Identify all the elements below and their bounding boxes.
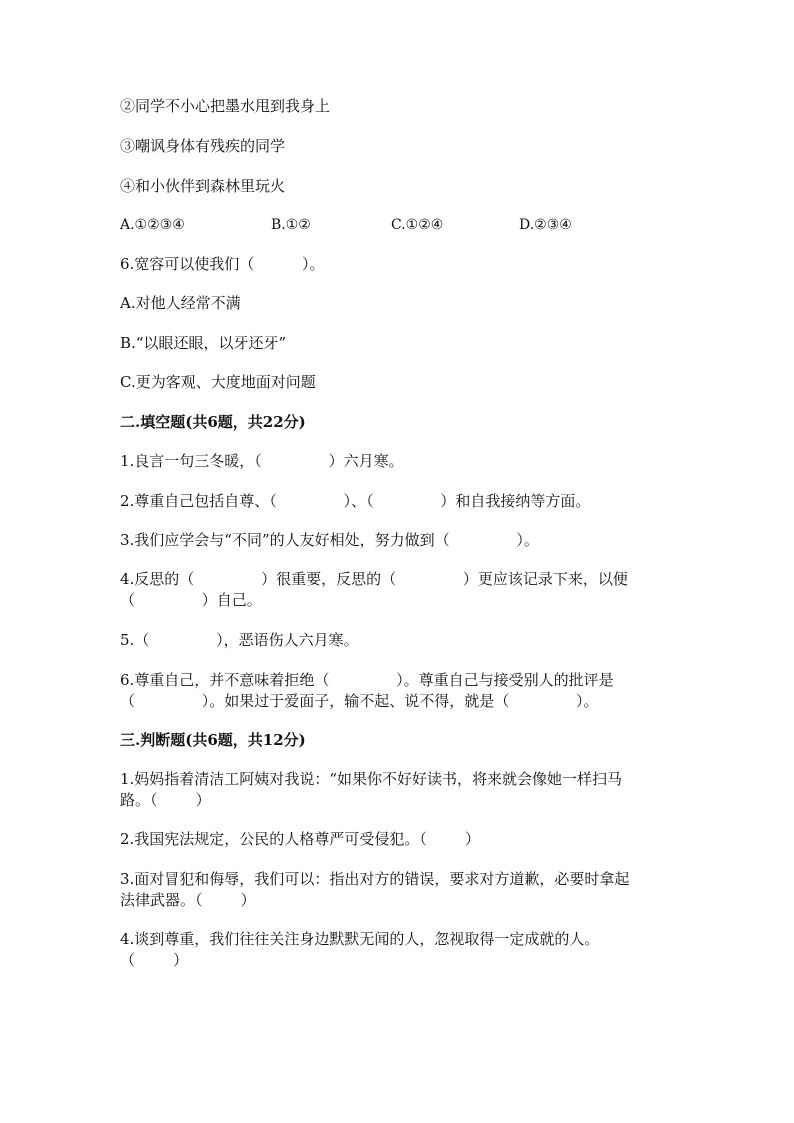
judge-question-3-line1: 3.面对冒犯和侮辱，我们可以：指出对方的错误，要求对方道歉，必要时拿起: [120, 870, 630, 888]
q6-option-c: C.更为客观、大度地面对问题: [120, 373, 316, 391]
section2-title: 二.填空题(共6题，共22分): [120, 413, 306, 431]
judge-question-3-line2: 法律武器。（ ）: [120, 891, 256, 909]
fill-question-4-line1: 4.反思的（ ）很重要，反思的（ ）更应该记录下来，以便: [120, 570, 628, 588]
q5-option-d: D.②③④: [519, 217, 572, 233]
q5-option-b: B.①②: [271, 217, 311, 233]
section3-title: 三.判断题(共6题，共12分): [120, 731, 306, 749]
fill-question-4-line2: （ ）自己。: [120, 591, 262, 609]
q5-item-3: ③嘲讽身体有残疾的同学: [120, 137, 286, 155]
fill-question-1: 1.良言一句三冬暖，（ ）六月寒。: [120, 452, 404, 470]
judge-question-1-line2: 路。（ ）: [120, 791, 211, 809]
q5-option-c: C.①②④: [391, 217, 444, 233]
q5-item-2: ②同学不小心把墨水甩到我身上: [120, 97, 331, 115]
judge-question-2: 2.我国宪法规定，公民的人格尊严可受侵犯。（ ）: [120, 830, 480, 848]
fill-question-6-line1: 6.尊重自己，并不意味着拒绝（ ）。尊重自己与接受别人的批评是: [120, 671, 614, 689]
q6-option-b: B.“以眼还眼，以牙还牙”: [120, 334, 287, 352]
fill-question-2: 2.尊重自己包括自尊、（ ）、（ ）和自我接纳等方面。: [120, 492, 591, 510]
fill-question-5: 5.（ ），恶语伤人六月寒。: [120, 631, 359, 649]
fill-question-6-line2: （ ）。如果过于爱面子，输不起、说不得，就是（ ）。: [120, 692, 599, 710]
q6-option-a: A.对他人经常不满: [120, 294, 241, 312]
q6-stem: 6.宽容可以使我们（ ）。: [120, 255, 325, 273]
fill-question-3: 3.我们应学会与“不同”的人友好相处，努力做到（ ）。: [120, 531, 539, 549]
judge-question-4-line1: 4.谈到尊重，我们往往关注身边默默无闻的人，忽视取得一定成就的人。: [120, 930, 600, 948]
judge-question-1-line1: 1.妈妈指着清洁工阿姨对我说：“如果你不好好读书，将来就会像她一样扫马: [120, 770, 622, 788]
q5-item-4: ④和小伙伴到森林里玩火: [120, 177, 286, 195]
q5-option-a: A.①②③④: [120, 217, 185, 233]
judge-question-4-line2: （ ）: [120, 951, 189, 969]
